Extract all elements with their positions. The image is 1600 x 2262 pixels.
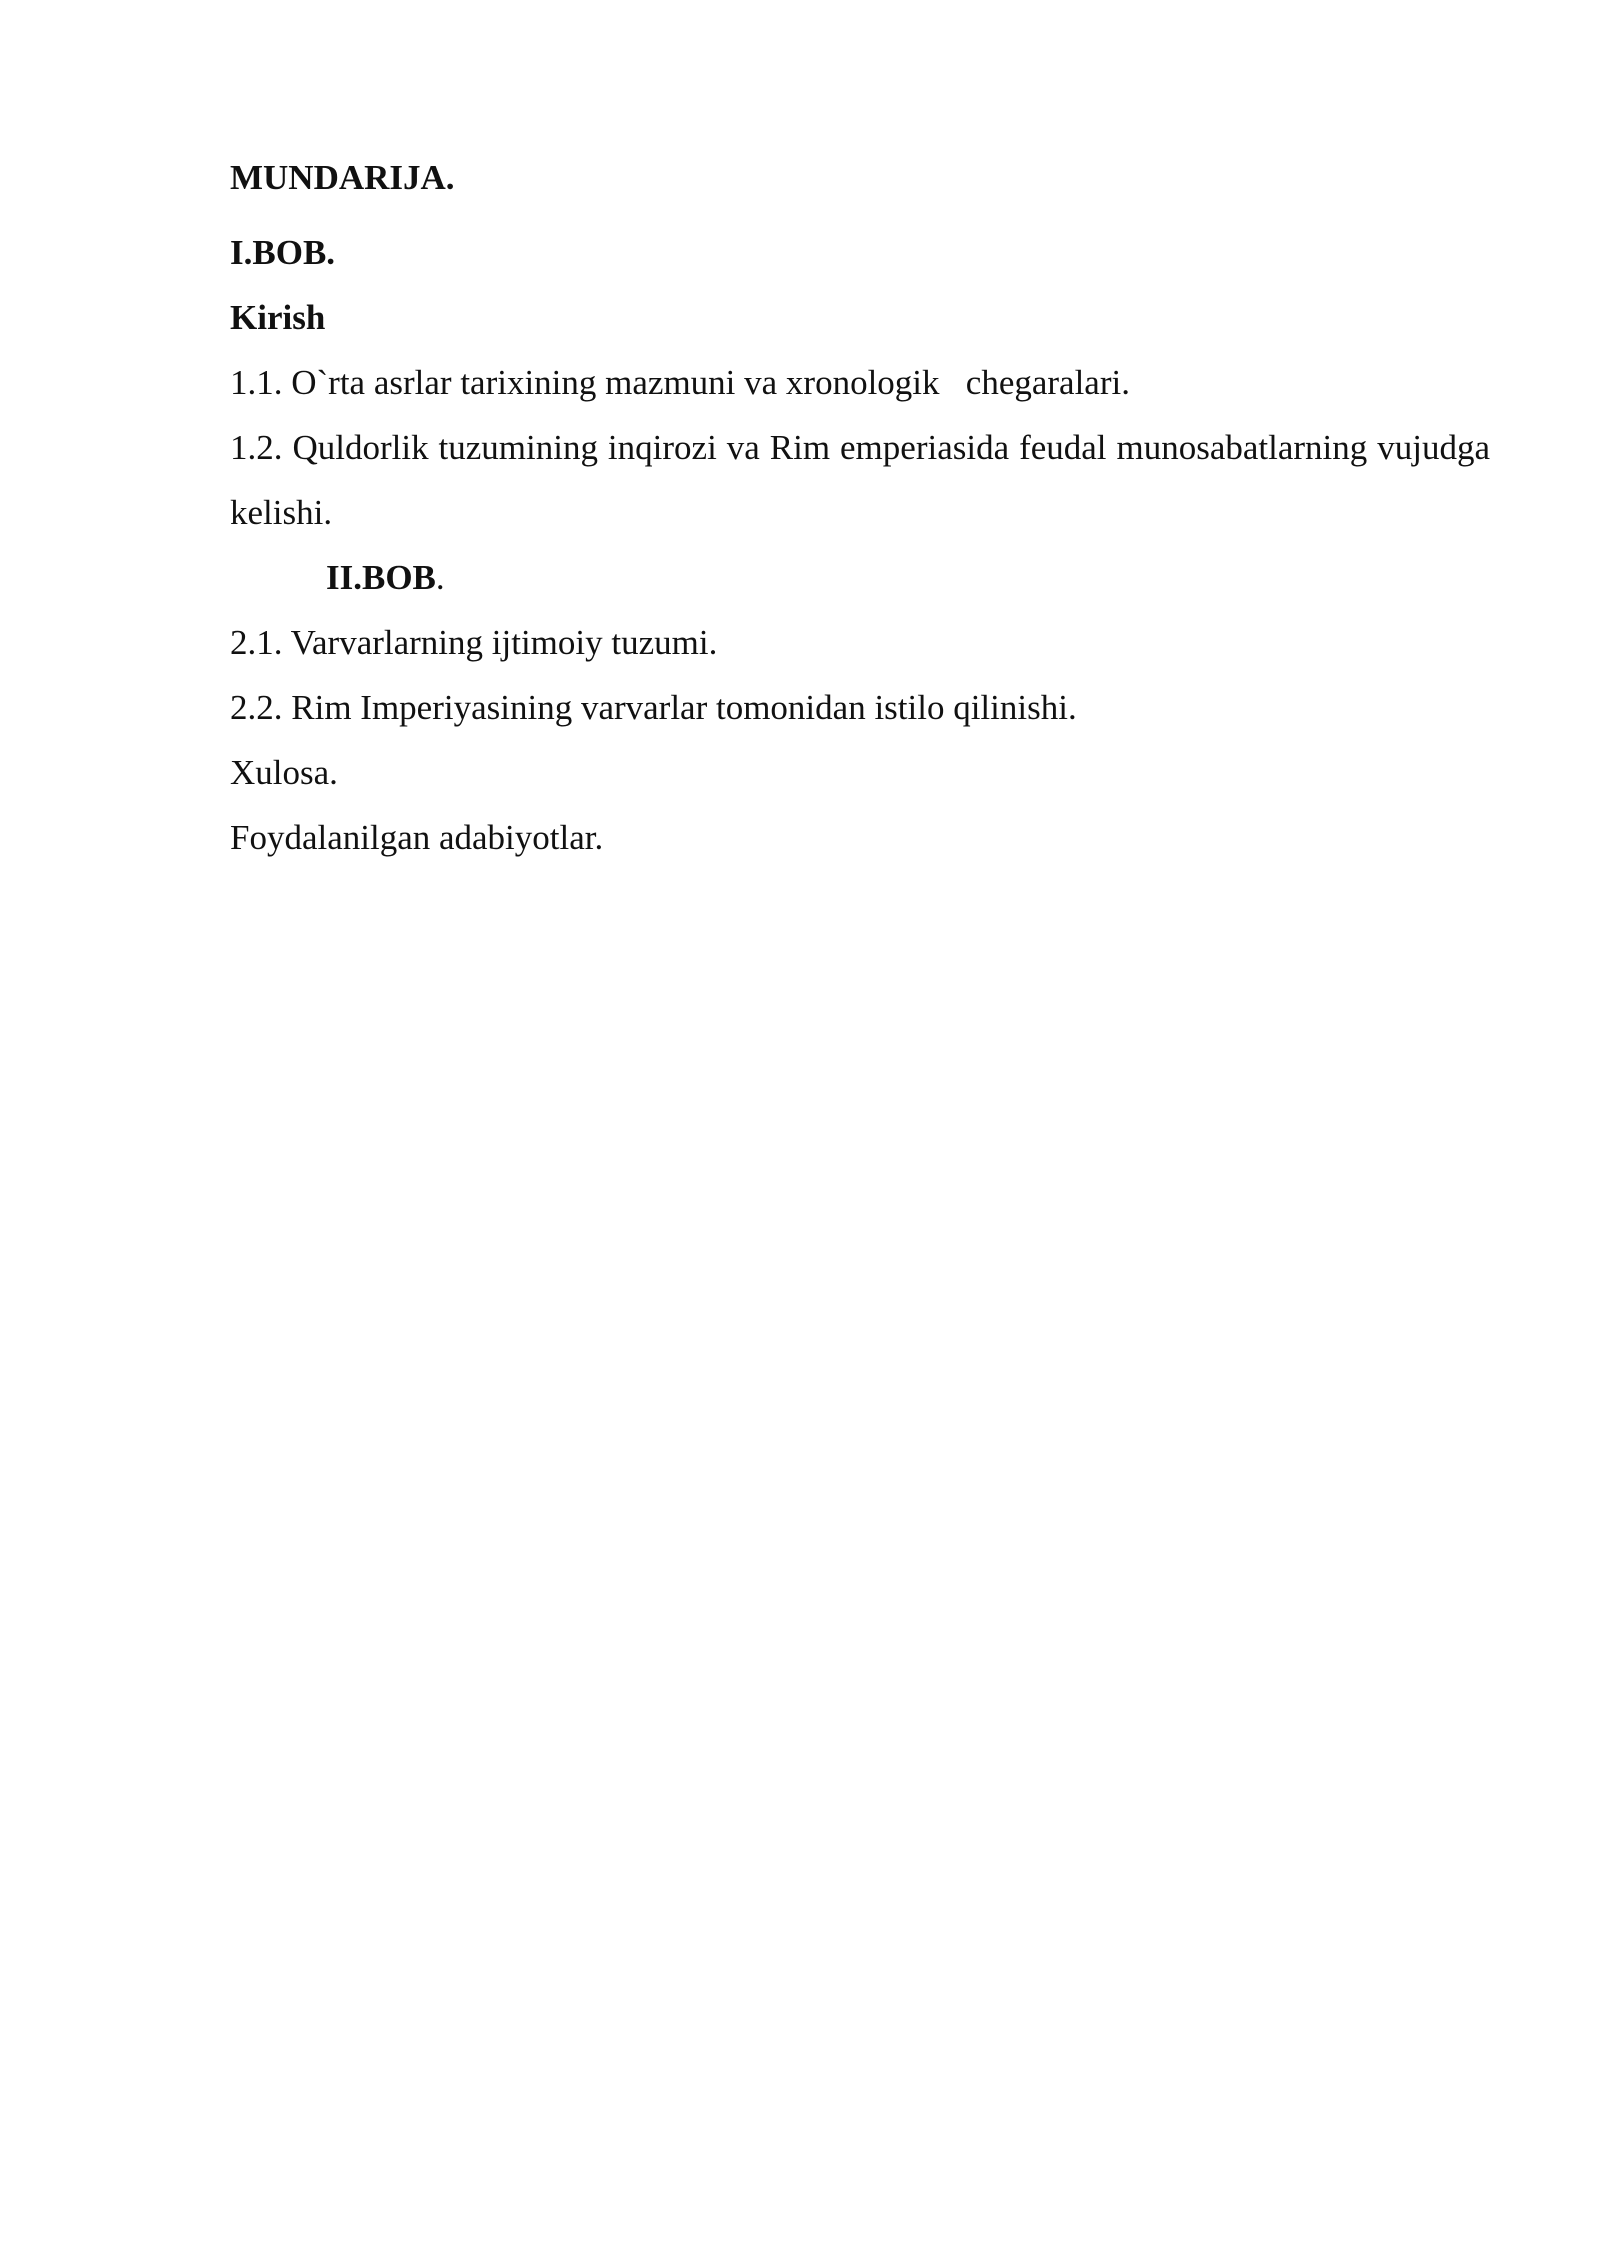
- toc-item-1-2: 1.2. Quldorlik tuzumining inqirozi va Rim emperiasida feudal munosabatlarning vujudga kelishi.: [230, 428, 1490, 532]
- chapter-2-heading: [230, 545, 1490, 610]
- toc-conclusion: Xulosa.: [230, 753, 338, 792]
- chapter-2-label: II.BOB: [326, 558, 436, 597]
- chapter-1-heading: I.BOB.: [230, 233, 336, 272]
- toc-title: MUNDARIJA.: [230, 158, 455, 197]
- toc-item-1-1: 1.1. O`rta asrlar tarixining mazmuni va xronologik chegaralari.: [230, 363, 1130, 402]
- toc-item-2-2: 2.2. Rim Imperiyasining varvarlar tomonidan istilo qilinishi.: [230, 688, 1077, 727]
- intro-heading: Kirish: [230, 298, 326, 337]
- table-of-contents: [230, 145, 1490, 870]
- toc-item-2-1: 2.1. Varvarlarning ijtimoiy tuzumi.: [230, 623, 718, 662]
- chapter-2-suffix: .: [435, 558, 445, 597]
- toc-references: Foydalanilgan adabiyotlar.: [230, 818, 604, 857]
